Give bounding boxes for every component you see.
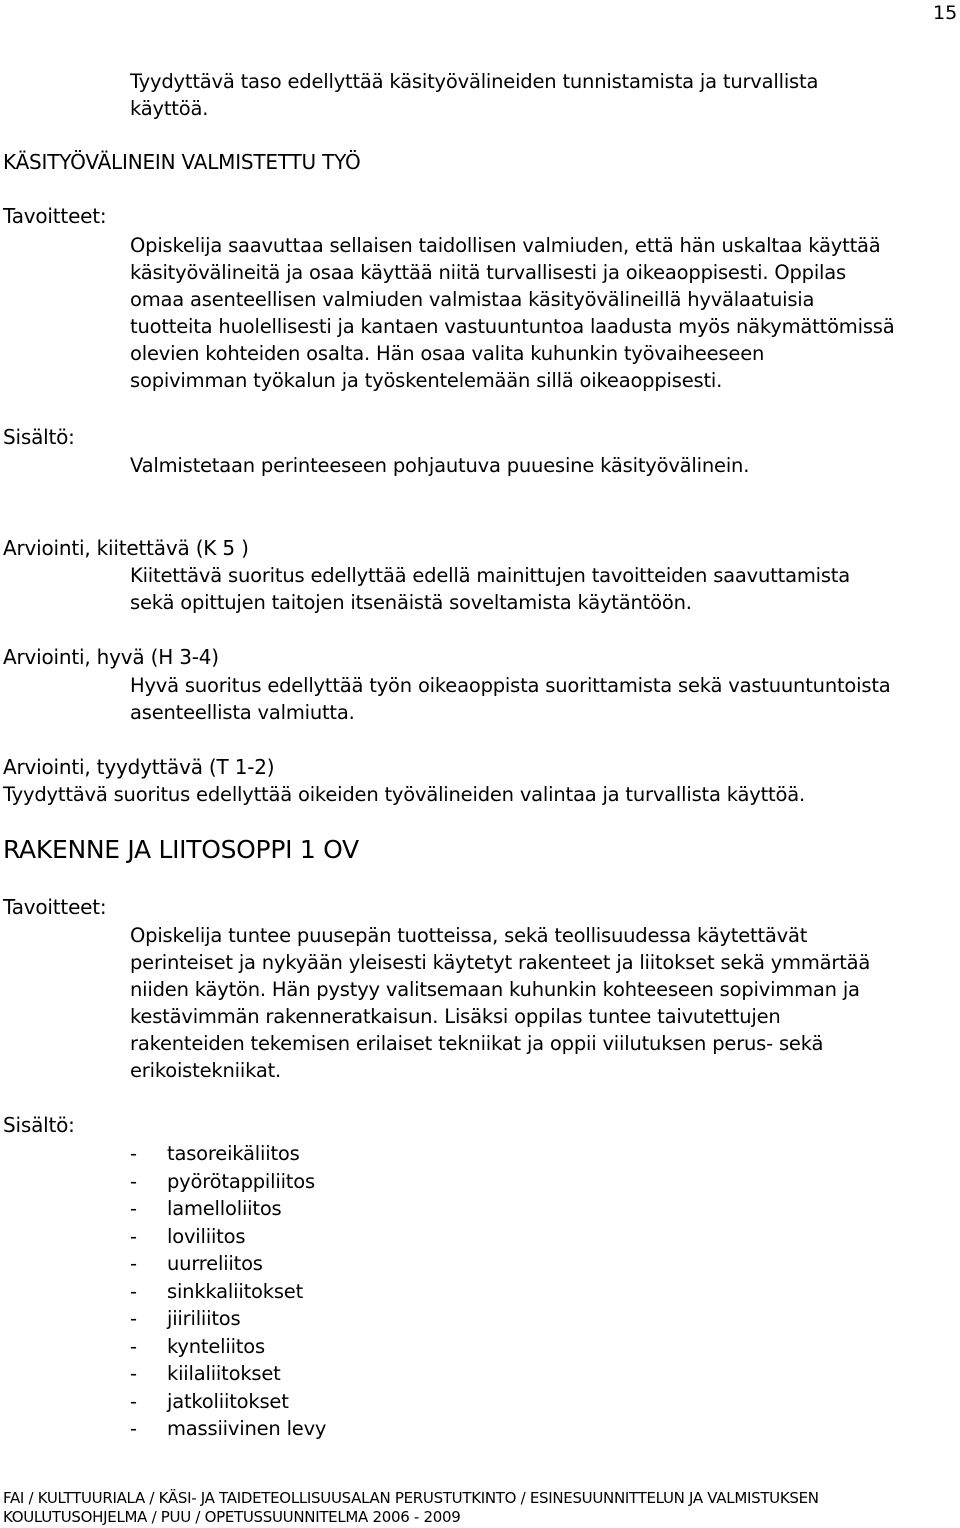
- list-item-text: tasoreikäliitos: [167, 1142, 300, 1165]
- page-number: 15: [933, 2, 958, 24]
- list-marker: -: [130, 1142, 137, 1165]
- list-item: [130, 1305, 326, 1333]
- list-marker: -: [130, 1279, 137, 1303]
- section-1-goals-text: [130, 232, 895, 394]
- goals-line: olevien kohteiden osalta. Hän osaa valita kuhunkin työvaiheeseen: [130, 342, 765, 365]
- list-item-text: uurreliitos: [167, 1252, 263, 1275]
- list-item: [130, 1195, 326, 1223]
- list-item-text: jiiriliitos: [167, 1307, 241, 1330]
- list-item-text: kynteliitos: [167, 1334, 265, 1358]
- list-item-text: massiivinen levy: [167, 1417, 327, 1440]
- goals-line: tuotteita huolellisesti ja kantaen vastuuntuntoa laadusta myös näkymättömissä: [130, 315, 895, 338]
- list-item-text: kiilaliitokset: [167, 1362, 281, 1385]
- list-marker: -: [130, 1389, 137, 1413]
- list-item-text: pyörötappiliitos: [167, 1169, 315, 1193]
- list-item: [130, 1223, 326, 1251]
- eval-k-line: sekä opittujen taitojen itsenäistä soveltamista käytäntöön.: [130, 591, 692, 614]
- footer-line-1: FAI / KULTTUURIALA / KÄSI- JA TAIDETEOLLISUUSALAN PERUSTUTKINTO / ESINESUUNNITTELUN JA VALMISTUKSEN: [3, 1489, 819, 1507]
- section-1-title: KÄSITYÖVÄLINEIN VALMISTETTU TYÖ: [3, 150, 361, 174]
- list-marker: -: [130, 1197, 137, 1220]
- list-item-text: loviliitos: [167, 1224, 246, 1248]
- section-1-goals-label: Tavoitteet:: [3, 204, 107, 228]
- intro-line-1: Tyydyttävä taso edellyttää käsityövälineiden tunnistamista ja turvallista: [130, 70, 819, 93]
- list-item: [130, 1278, 326, 1306]
- eval-h-label: Arviointi, hyvä (H 3-4): [3, 645, 219, 669]
- goals-line: perinteiset ja nykyään yleisesti käytetyt rakenteet ja liitokset sekä ymmärtää: [130, 951, 871, 974]
- section-1-content-label: Sisältö:: [3, 425, 75, 449]
- list-item-text: jatkoliitokset: [167, 1389, 289, 1413]
- eval-h-text: [130, 672, 891, 726]
- list-marker: -: [130, 1417, 137, 1440]
- list-marker: -: [130, 1169, 137, 1193]
- list-item: [130, 1360, 326, 1388]
- footer-line-2: KOULUTUSOHJELMA / PUU / OPETUSSUUNNITELMA 2006 - 2009: [3, 1508, 461, 1526]
- goals-line: Opiskelija tuntee puusepän tuotteissa, sekä teollisuudessa käytettävät: [130, 924, 808, 947]
- section-2-goals-text: [130, 922, 870, 1084]
- eval-k-label: Arviointi, kiitettävä (K 5 ): [3, 536, 249, 560]
- list-marker: -: [130, 1362, 137, 1385]
- section-2-title: RAKENNE JA LIITOSOPPI 1 OV: [3, 835, 359, 864]
- list-item: [130, 1388, 326, 1416]
- goals-line: rakenteiden tekemisen erilaiset tekniikat ja oppii viilutuksen perus- sekä: [130, 1032, 824, 1055]
- section-2-content-label: Sisältö:: [3, 1113, 75, 1137]
- list-marker: -: [130, 1252, 137, 1275]
- list-item-text: lamelloliitos: [167, 1197, 282, 1220]
- list-item: [130, 1333, 326, 1361]
- list-item: [130, 1250, 326, 1278]
- list-item: [130, 1140, 326, 1168]
- goals-line: niiden käytön. Hän pystyy valitsemaan kuhunkin kohteeseen sopivimman ja: [130, 978, 860, 1001]
- section-2-goals-label: Tavoitteet:: [3, 895, 107, 919]
- list-item-text: sinkkaliitokset: [167, 1279, 304, 1303]
- eval-k-text: [130, 562, 850, 616]
- eval-t-label: Arviointi, tyydyttävä (T 1-2): [3, 755, 275, 779]
- list-marker: -: [130, 1224, 137, 1248]
- goals-line: käsityövälineitä ja osaa käyttää niitä turvallisesti ja oikeaoppisesti. Oppilas: [130, 261, 846, 284]
- goals-line: omaa asenteellisen valmiuden valmistaa käsityövälineillä hyvälaatuisia: [130, 288, 815, 311]
- list-marker: -: [130, 1307, 137, 1330]
- goals-line: Opiskelija saavuttaa sellaisen taidollisen valmiuden, että hän uskaltaa käyttää: [130, 234, 881, 257]
- section-1-content-text: Valmistetaan perinteeseen pohjautuva puuesine käsityövälinein.: [130, 454, 750, 477]
- list-item: [130, 1415, 326, 1443]
- goals-line: sopivimman työkalun ja työskentelemään sillä oikeaoppisesti.: [130, 369, 723, 392]
- eval-h-line: Hyvä suoritus edellyttää työn oikeaoppista suorittamista sekä vastuuntuntoista: [130, 674, 891, 697]
- goals-line: kestävimmän rakenneratkaisun. Lisäksi oppilas tuntee taivutettujen: [130, 1005, 781, 1028]
- eval-k-line: Kiitettävä suoritus edellyttää edellä mainittujen tavoitteiden saavuttamista: [130, 564, 850, 587]
- intro-line-2: käyttöä.: [130, 97, 209, 120]
- joint-list: [130, 1140, 326, 1443]
- list-item: [130, 1168, 326, 1196]
- goals-line: erikoistekniikat.: [130, 1059, 282, 1082]
- eval-t-text: Tyydyttävä suoritus edellyttää oikeiden työvälineiden valintaa ja turvallista käyttöä.: [3, 783, 805, 806]
- list-marker: -: [130, 1334, 137, 1358]
- eval-h-line: asenteellista valmiutta.: [130, 701, 355, 724]
